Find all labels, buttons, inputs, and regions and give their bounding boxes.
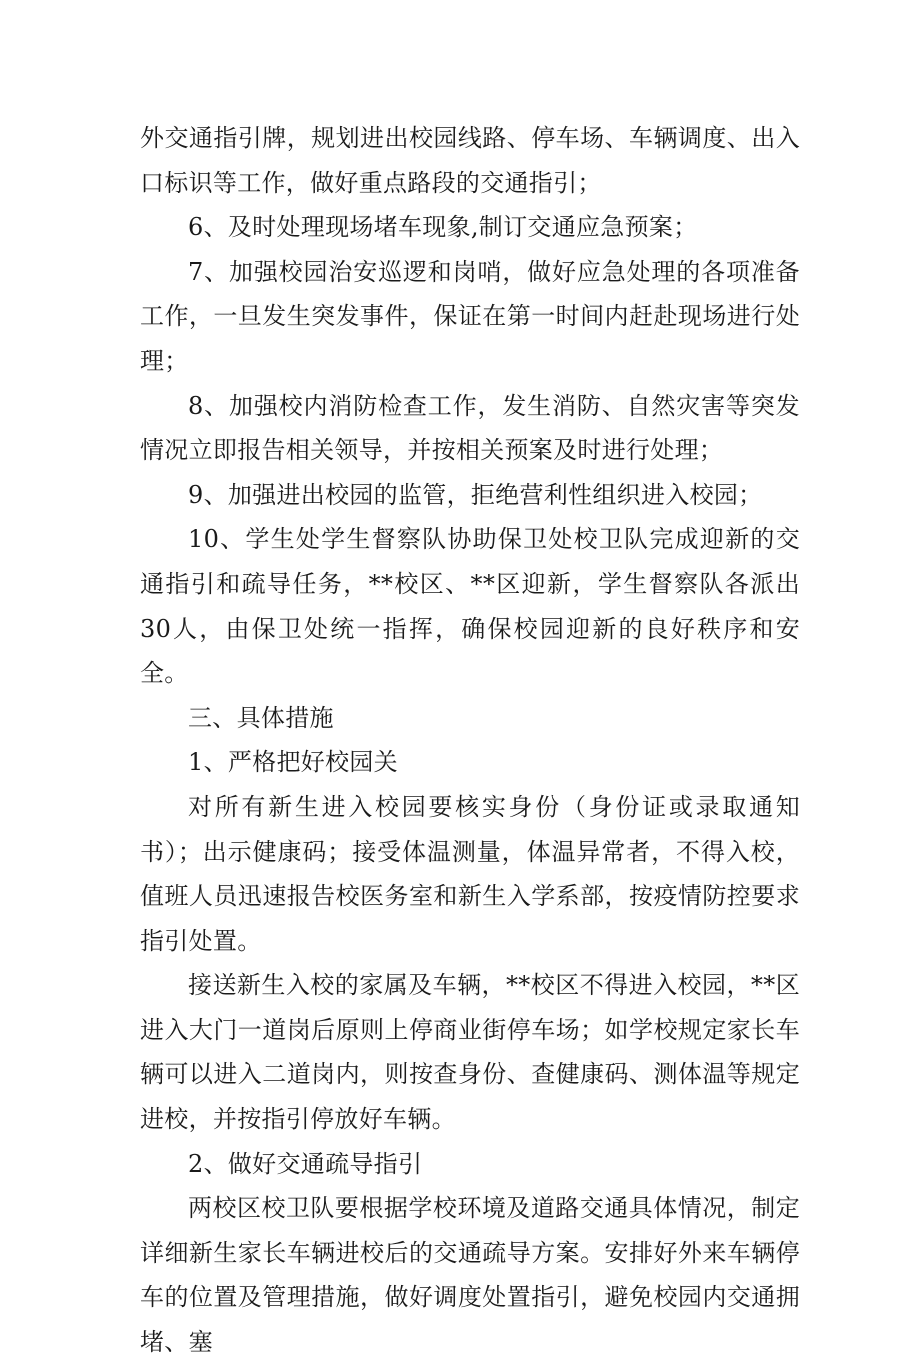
subheading-traffic-guidance: 2、做好交通疏导指引	[188, 1149, 423, 1178]
paragraph-item-8: 8、加强校内消防检查工作，发生消防、自然灾害等突发情况立即报告相关领导，并按相关预案及时进行处理；	[140, 391, 800, 465]
paragraph-item-9: 9、加强进出校园的监管，拒绝营利性组织进入校园；	[188, 480, 763, 509]
subheading-campus-gate: 1、严格把好校园关	[188, 748, 398, 777]
paragraph-item-10: 10、学生处学生督察队协助保卫处校卫队完成迎新的交通指引和疏导任务，**校区、**区迎新，学生督察队各派出30人，由保卫处统一指挥，确保校园迎新的良好秩序和安全。	[140, 525, 800, 688]
paragraph-traffic-signs: 外交通指引牌，规划进出校园线路、停车场、车辆调度、出入口标识等工作，做好重点路段的交通指引；	[140, 124, 800, 197]
paragraph-identity-check: 对所有新生进入校园要核实身份（身份证或录取通知书）；出示健康码；接受体温测量，体温异常者，不得入校，值班人员迅速报告校医务室和新生入学系部，按疫情防控要求指引处置。	[140, 792, 800, 955]
paragraph-item-7: 7、加强校园治安巡逻和岗哨，做好应急处理的各项准备工作，一旦发生突发事件，保证在第一时间内赶赴现场进行处理；	[140, 257, 800, 375]
paragraph-item-6: 6、及时处理现场堵车现象,制订交通应急预案；	[188, 213, 698, 242]
paragraph-traffic-plan: 两校区校卫队要根据学校环境及道路交通具体情况，制定详细新生家长车辆进校后的交通疏导方案。安排好外来车辆停车的位置及管理措施，做好调度处置指引，避免校园内交通拥堵、塞	[140, 1194, 800, 1357]
section-heading-measures: 三、具体措施	[188, 703, 334, 732]
paragraph-family-vehicles: 接送新生入校的家属及车辆，**校区不得进入校园，**区进入大门一道岗后原则上停商业街停车场；如学校规定家长车辆可以进入二道岗内，则按查身份、查健康码、测体温等规定进校，并按指引停放好车辆。	[140, 971, 800, 1134]
document-body	[140, 116, 800, 1365]
